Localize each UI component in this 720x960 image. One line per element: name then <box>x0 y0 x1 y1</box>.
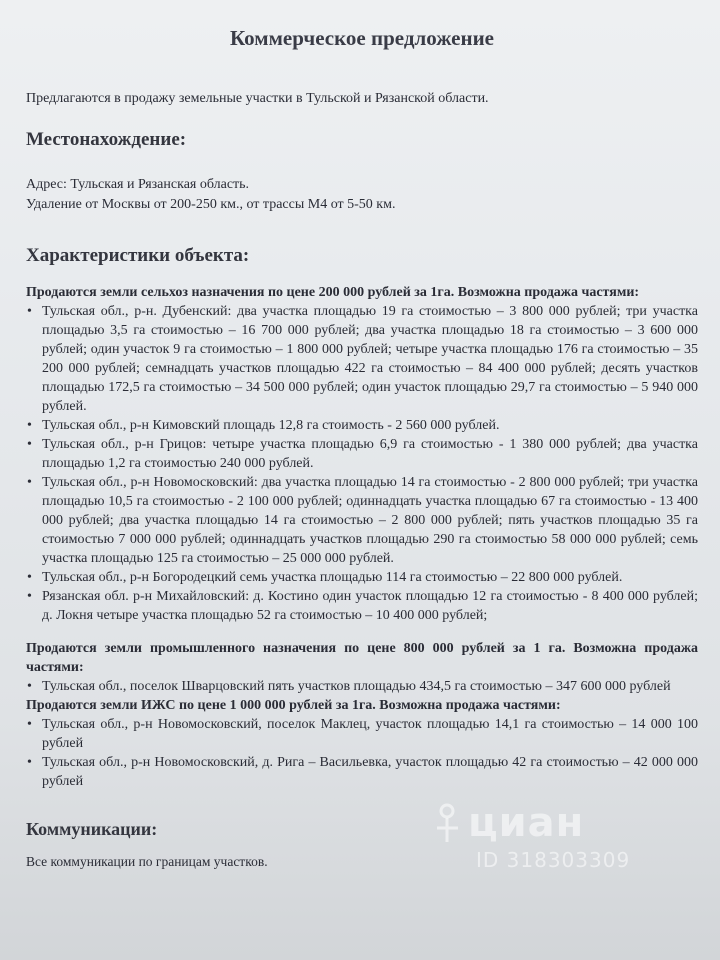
agricultural-land-section <box>26 283 698 625</box>
list-item: • Тульская обл., р-н Новомосковский, поселок Маклец, участок площадью 14,1 га стоимостью – 14 000 100 рублей <box>40 715 698 753</box>
bullet-list <box>26 677 698 696</box>
spacer <box>26 625 698 639</box>
intro-text: Предлагаются в продажу земельные участки в Тульской и Рязанской области. <box>26 91 489 106</box>
industrial-land-section <box>26 639 698 696</box>
watermark-id: ID 318303309 <box>476 848 631 872</box>
address-line: Адрес: Тульская и Рязанская область. <box>26 177 250 192</box>
list-item: • Тульская обл., р-н Богородецкий семь участка площадью 114 га стоимостью – 22 800 000 рублей. <box>40 568 698 587</box>
section-lead: Продаются земли ИЖС по цене 1 000 000 рублей за 1га. Возможна продажа частями: <box>26 698 561 713</box>
watermark <box>438 800 631 872</box>
list-item: • Тульская обл., р-н Новомосковский, д. Рига – Васильевка, участок площадью 42 га стоимостью – 42 000 000 рублей <box>40 753 698 791</box>
section-lead: Продаются земли сельхоз назначения по цене 200 000 рублей за 1га. Возможна продажа частями: <box>26 285 640 300</box>
izhs-land-section <box>26 696 698 791</box>
location-heading: Местонахождение: <box>26 129 187 150</box>
list-item: • Тульская обл., р-н Грицов: четыре участка площадью 6,9 га стоимостью - 1 380 000 рублей; два участка площадью 1,2 га стоимостью 240 000 рублей. <box>40 435 698 473</box>
bullet-list <box>26 302 698 625</box>
list-item: • Тульская обл., поселок Шварцовский пять участков площадью 434,5 га стоимостью – 347 600 000 рублей <box>40 677 698 696</box>
location-block <box>26 175 698 215</box>
distance-line: Удаление от Москвы от 200-250 км., от трассы М4 от 5-50 км. <box>26 197 396 212</box>
watermark-brand: циан <box>468 800 585 846</box>
bullet-list <box>26 715 698 791</box>
communications-text: Все коммуникации по границам участков. <box>26 854 268 869</box>
list-item: • Рязанская обл. р-н Михайловский: д. Костино один участок площадью 12 га стоимостью - 8 400 000 рублей; д. Локня четыре участка площадью 52 га стоимостью – 10 400 000 рублей; <box>40 587 698 625</box>
list-item: • Тульская обл., р-н Кимовский площадь 12,8 га стоимость - 2 560 000 рублей. <box>40 416 698 435</box>
page-title: Коммерческое предложение <box>230 26 494 50</box>
cian-logo-icon <box>432 802 466 846</box>
characteristics-heading: Характеристики объекта: <box>26 245 250 266</box>
communications-heading: Коммуникации: <box>26 819 158 839</box>
list-item: • Тульская обл., р-н Новомосковский: два участка площадью 14 га стоимостью - 2 800 000 рублей; три участка площадью 10,5 га стоимостью - 2 100 000 рублей; одиннадцать участка площадью 67 га стоимостью - 13 400 000 рублей; два участка площадью 14 га стоимостью – 2 800 000 рублей; пять участков площадью 35 га стоимостью 7 000 000 рублей; одиннадцать участков площадью 290 га стоимостью 58 000 000 рублей; семь участка площадью 125 га стоимостью – 25 000 000 рублей. <box>40 473 698 568</box>
list-item: • Тульская обл., р-н. Дубенский: два участка площадью 19 га стоимостью – 3 800 000 рублей; три участка площадью 3,5 га стоимостью – 16 700 000 рублей; два участка площадью 18 га стоимостью – 3 600 000 рублей; один участок 9 га стоимостью – 1 800 000 рублей; четыре участка площадью 176 га стоимостью – 35 200 000 рублей; семнадцать участков площадью 422 га стоимостью – 84 400 000 рублей; десять участков площадью 172,5 га стоимостью – 34 500 000 рублей; один участок площадью 29,7 га стоимостью – 5 940 000 рублей. <box>40 302 698 416</box>
section-lead: Продаются земли промышленного назначения по цене 800 000 рублей за 1 га. Возможна продажа частями: <box>26 641 698 675</box>
